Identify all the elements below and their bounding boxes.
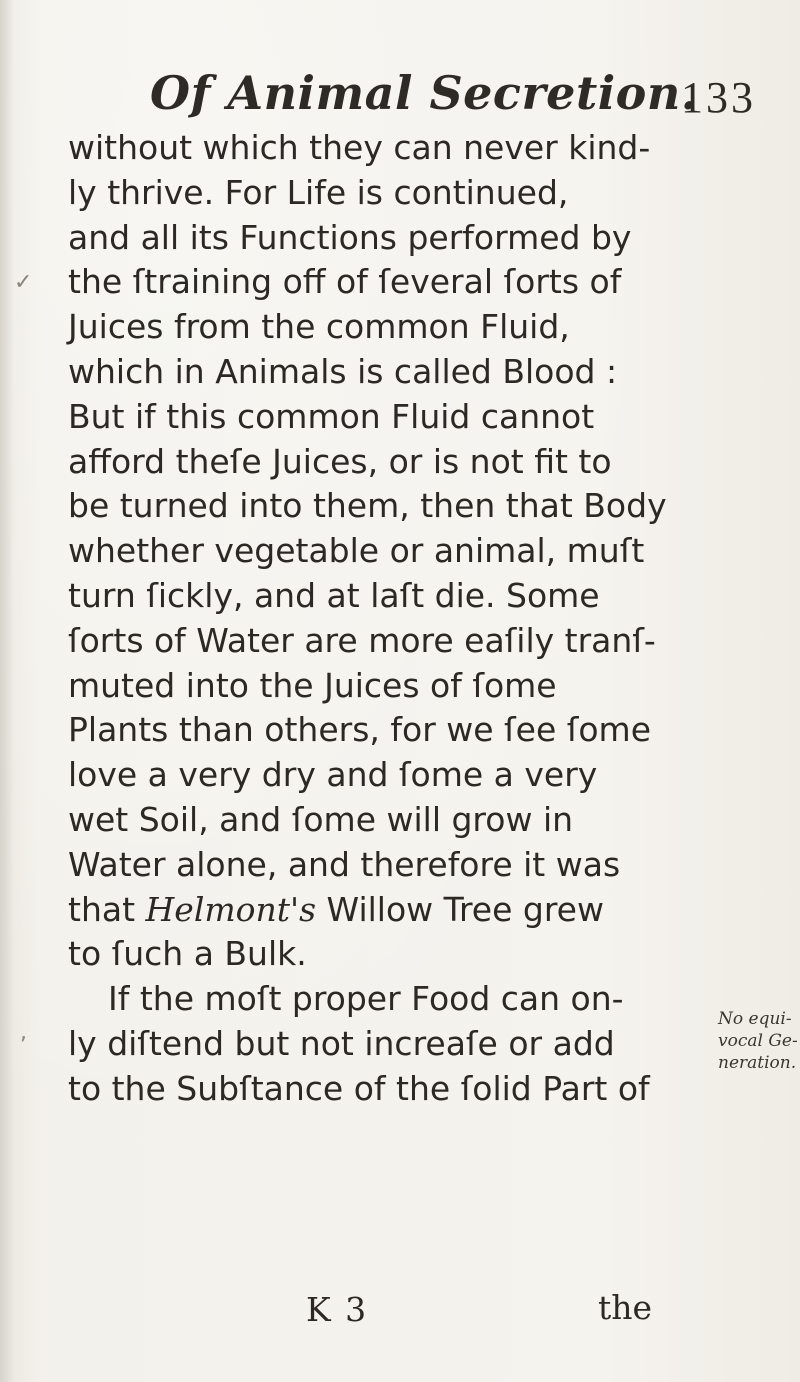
body-text bbox=[68, 126, 688, 1112]
paragraph-first-line: If the moſt proper Food can on- bbox=[108, 979, 624, 1019]
text-line: and all its Functions performed by bbox=[68, 217, 632, 257]
text-line: ly diſtend but not increaſe or add bbox=[68, 1023, 615, 1063]
margin-tick-mark: , bbox=[20, 1020, 27, 1045]
text-line: Plants than others, for we ſee ſome bbox=[68, 710, 652, 750]
page-gutter-shadow bbox=[0, 0, 14, 1382]
marginal-note-line: No equi- bbox=[718, 1009, 792, 1029]
text-line: without which they can never kind- bbox=[68, 128, 651, 167]
marginal-note-line: neration. bbox=[718, 1053, 797, 1073]
text-line: to ſuch a Bulk. bbox=[68, 934, 307, 974]
margin-tick-mark: ✓ bbox=[14, 270, 33, 295]
signature-mark: K 3 bbox=[306, 1290, 369, 1329]
catchword: the bbox=[598, 1288, 653, 1327]
text-line: the ſtraining off of ſeveral ſorts of bbox=[68, 262, 622, 302]
text-line: ſorts of Water are more eaſily tranſ- bbox=[68, 620, 656, 660]
text-line: muted into the Juices of ſome bbox=[68, 665, 557, 705]
text-line: But if this common Fluid cannot bbox=[68, 396, 595, 436]
text-line-helmont bbox=[68, 888, 688, 933]
text-line: ly thrive. For Life is continued, bbox=[68, 172, 569, 212]
proper-name-helmont: Helmont's bbox=[145, 889, 317, 929]
text-line: to the Subſtance of the ſolid Part of bbox=[68, 1068, 650, 1108]
text-line: which in Animals is called Blood : bbox=[68, 351, 618, 391]
text-line: Water alone, and therefore it was bbox=[68, 844, 621, 884]
marginal-note bbox=[718, 1008, 800, 1074]
running-title: Of Animal Secretion. bbox=[150, 66, 698, 120]
text-line: be turned into them, then that Body bbox=[68, 486, 667, 526]
text-line: wet Soil, and ſome will grow in bbox=[68, 799, 574, 839]
text-line: Juices from the common Fluid, bbox=[68, 307, 570, 347]
text-line-end: Willow Tree grew bbox=[316, 889, 604, 929]
text-line: afford theſe Juices, or is not fit to bbox=[68, 441, 612, 481]
text-line-start: that bbox=[68, 889, 146, 929]
text-line: whether vegetable or animal, muſt bbox=[68, 531, 645, 571]
text-line: love a very dry and ſome a very bbox=[68, 755, 598, 795]
text-line: turn ſickly, and at laſt die. Some bbox=[68, 575, 600, 615]
page-number: 133 bbox=[681, 73, 756, 122]
marginal-note-line: vocal Ge- bbox=[718, 1031, 798, 1051]
